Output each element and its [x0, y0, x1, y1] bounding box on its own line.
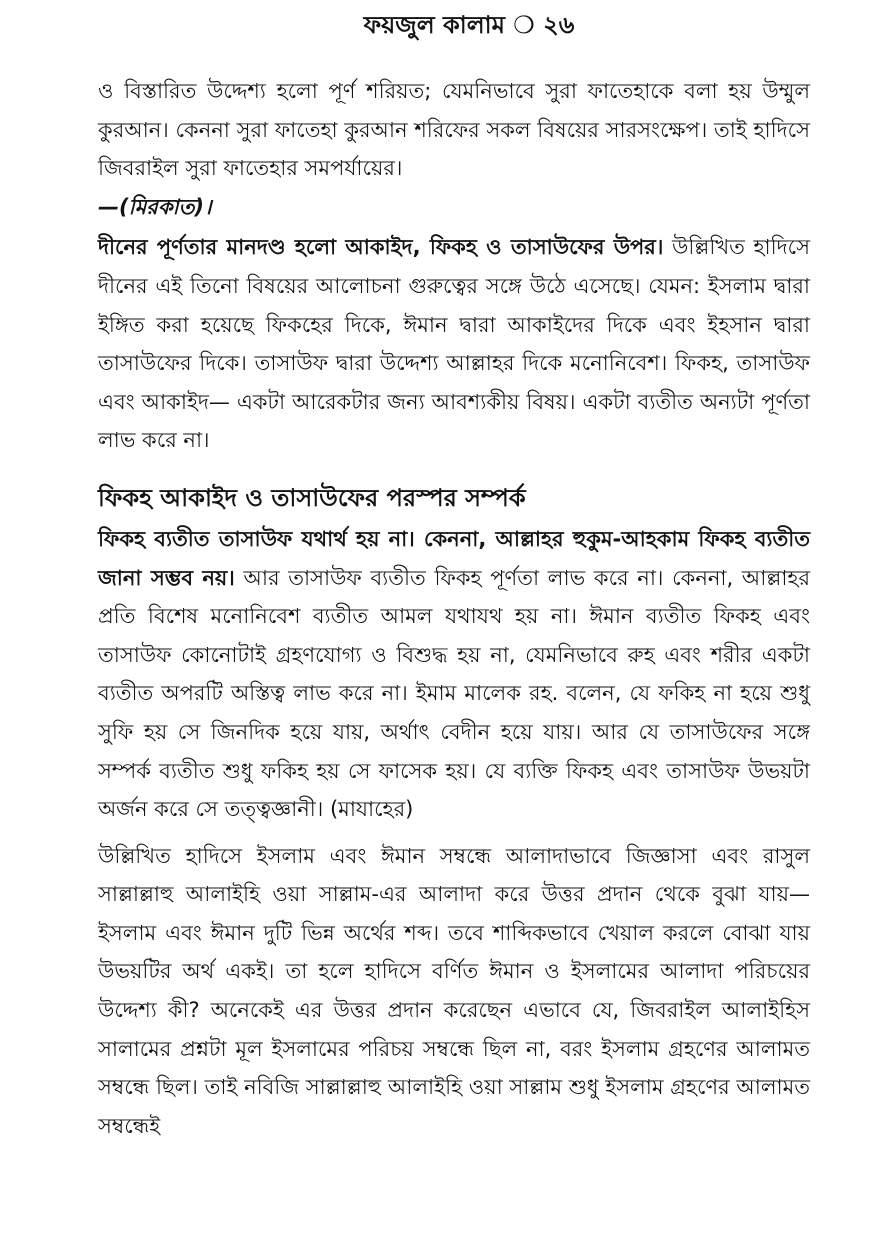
header-separator: ❍	[513, 11, 544, 39]
paragraph-4: উল্লিখিত হাদিসে ইসলাম এবং ঈমান সম্বন্ধে আলাদাভাবে জিজ্ঞাসা এবং রাসুল সাল্লাল্লাহু আলাইহি ওয়া সাল্লাম-এর আলাদা করে উত্তর প্রদান থেকে বুঝা যায়—ইসলাম এবং ঈমান দুটি ভিন্ন অর্থের শব্দ। তবে শাব্দিকভাবে খেয়াল করলে বোঝা যায় উভয়টির অর্থ একই। তা হলে হাদিসে বর্ণিত ঈমান ও ইসলামের আলাদা পরিচয়ের উদ্দেশ্য কী? অনেকেই এর উত্তর প্রদান করেছেন এভাবে যে, জিবরাইল আলাইহিস সালামের প্রশ্নটা মূল ইসলামের পরিচয় সম্বন্ধে ছিল না, বরং ইসলাম গ্রহণের আলামত সম্বন্ধে ছিল। তাই নবিজি সাল্লাল্লাহু আলাইহি ওয়া সাল্লাম শুধু ইসলাম গ্রহণের আলামত সম্বন্ধেই	[98, 843, 810, 1138]
paragraph-2	[98, 228, 810, 460]
section-heading: ফিকহ আকাইদ ও তাসাউফের পরস্পর সম্পর্ক	[98, 483, 526, 512]
paragraph-1: ও বিস্তারিত উদ্দেশ্য হলো পূর্ণ শরিয়ত; যেমনিভাবে সুরা ফাতেহাকে বলা হয় উম্মুল কুরআন। কেননা সুরা ফাতেহা কুরআন শরিফের সকল বিষয়ের সারসংক্ষেপ। তাই হাদিসে জিবরাইল সুরা ফাতেহার সমপর্যায়ের।	[98, 79, 810, 181]
paragraph-2-lead: দীনের পূর্ণতার মানদণ্ড হলো আকাইদ, ফিকহ ও তাসাউফের উপর।	[98, 235, 664, 260]
paragraph-3-body: আর তাসাউফ ব্যতীত ফিকহ পূর্ণতা লাভ করে না। কেননা, আল্লাহর প্রতি বিশেষ মনোনিবেশ ব্যতীত আমল যথাযথ হয় না। ঈমান ব্যতীত ফিকহ এবং তাসাউফ কোনোটাই গ্রহণযোগ্য ও বিশুদ্ধ হয় না, যেমনিভাবে রুহ এবং শরীর একটা ব্যতীত অপরটি অস্তিত্ব লাভ করে না। ইমাম মালেক রহ. বলেন, যে ফকিহ না হয়ে শুধু সুফি হয় সে জিনদিক হয়ে যায়, অর্থাৎ বেদীন হয়ে যায়। আর যে তাসাউফের সঙ্গে সম্পর্ক ব্যতীত শুধু ফকিহ হয় সে ফাসেক হয়। যে ব্যক্তি ফিকহ এবং তাসাউফ উভয়টা অর্জন করে সে তত্ত্বজ্ঞানী। (মাযাহের)	[98, 565, 810, 822]
citation-mirkat: —(মিরকাত)।	[98, 194, 212, 219]
paragraph-2-body: উল্লিখিত হাদিসে দীনের এই তিনো বিষয়ের আলোচনা গুরুত্বের সঙ্গে উঠে এসেছে। যেমন: ইসলাম দ্বারা ইঙ্গিত করা হয়েছে ফিকহের দিকে, ঈমান দ্বারা আকাইদের দিকে এবং ইহসান দ্বারা তাসাউফের দিকে। তাসাউফ দ্বারা উদ্দেশ্য আল্লাহর দিকে মনোনিবেশ। ফিকহ, তাসাউফ এবং আকাইদ— একটা আরেকটার জন্য আবশ্যকীয় বিষয়। একটা ব্যতীত অন্যটা পূর্ণতা লাভ করে না।	[98, 235, 810, 453]
paragraph-3	[98, 520, 810, 829]
paragraph-3-lead: ফিকহ ব্যতীত তাসাউফ যথার্থ হয় না। কেননা, আল্লাহর হুকুম-আহকাম ফিকহ ব্যতীত জানা সম্ভব নয়।	[98, 526, 810, 590]
running-header	[128, 8, 810, 42]
page-number: ২৬	[543, 11, 575, 39]
book-title: ফয়জুল কালাম	[363, 11, 505, 39]
